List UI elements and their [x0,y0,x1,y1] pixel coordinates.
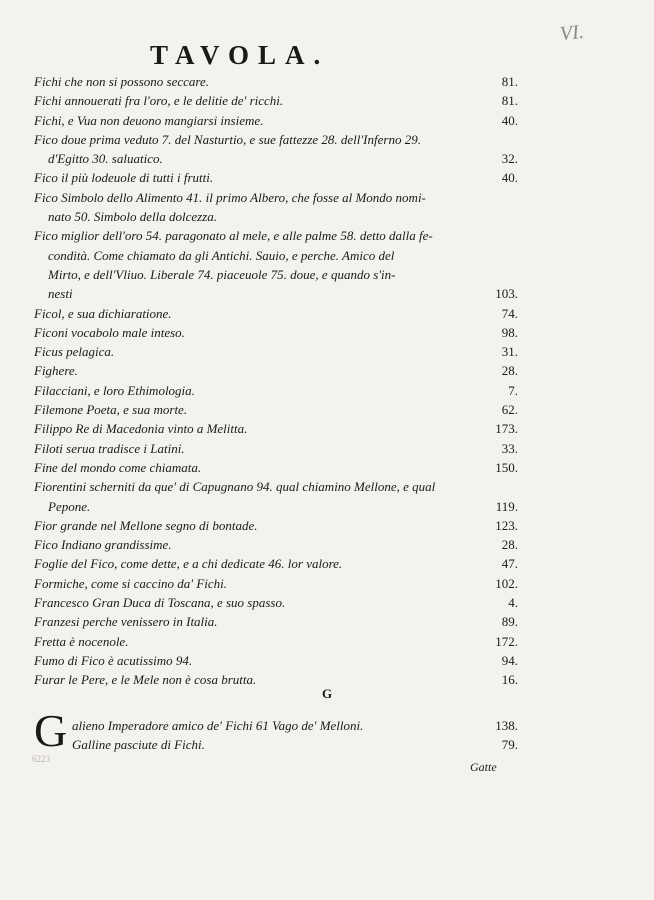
entry-page-number: 119. [495,498,518,514]
entry-text: nato 50. Simbolo della dolcezza. [48,209,217,225]
entry-text: Fighere. [34,363,78,379]
index-entry [34,342,518,361]
entry-page-number: 31. [501,344,518,360]
entry-page-number: 98. [501,324,518,340]
entry-text: Fico miglior dell'oro 54. paragonato al mele, e alle palme 58. detto dalla fe- [34,228,433,244]
entry-page-number: 150. [495,459,518,475]
index-entry [72,735,518,754]
index-entry [34,149,518,168]
index-entry [34,265,518,284]
index-entry [34,72,518,91]
index-entry [34,439,518,458]
entry-text: Fiorentini scherniti da que' di Capugnano 94. qual chiamino Mellone, e qual [34,479,436,495]
entry-page-number: 102. [495,575,518,591]
entry-page-number: 81. [501,93,518,109]
corner-mark: VI. [558,20,586,46]
entry-page-number: 81. [501,74,518,89]
entry-text: Galline pasciute di Fichi. [72,737,205,753]
index-entry [34,612,518,631]
entry-text: Fretta è nocenole. [34,633,129,649]
entry-text: Foglie del Fico, come dette, e a chi dedicate 46. lor valore. [34,556,343,572]
entry-page-number: 28. [501,537,518,553]
entry-text: Ficus pelagica. [34,344,115,360]
entry-text: Fico Indiano grandissime. [34,537,172,553]
entry-text: Fichi che non si possono seccare. [34,74,209,89]
index-entry [34,593,518,612]
entry-text: Filemone Poeta, e sua morte. [34,402,188,418]
entry-text: Fine del mondo come chiamata. [34,459,202,475]
entry-text: Filacciani, e loro Ethimologia. [34,382,195,398]
entry-text: alieno Imperadore amico de' Fichi 61 Vago de' Melloni. [72,718,364,733]
entry-text: Fumo di Fico è acutissimo 94. [34,652,193,668]
index-entry [34,400,518,419]
index-entries [34,72,518,690]
index-entry [34,535,518,554]
index-entry [34,574,518,593]
index-entry [34,516,518,535]
g-entries [72,716,518,755]
entry-page-number: 173. [495,421,518,437]
entry-page-number: 74. [501,305,518,321]
entry-text: Fico Simbolo dello Alimento 41. il primo Albero, che fosse al Mondo nomi- [34,189,426,205]
index-entry [34,323,518,342]
entry-text: Franzesi perche venissero in Italia. [34,614,218,630]
entry-page-number: 7. [508,382,518,398]
index-entry [34,651,518,670]
entry-text: Ficoni vocabolo male inteso. [34,324,185,340]
entry-page-number: 28. [501,363,518,379]
entry-page-number: 33. [501,440,518,456]
entry-page-number: 47. [501,556,518,572]
index-entry [34,207,518,226]
index-entry [34,554,518,573]
index-entry [34,188,518,207]
entry-page-number: 40. [501,170,518,186]
entry-text: Ficol, e sua dichiaratione. [34,305,172,321]
entry-page-number: 103. [495,286,518,302]
index-entry [72,716,518,735]
index-entry [34,381,518,400]
index-entry [34,361,518,380]
index-entry [34,419,518,438]
section-letter: G [321,686,333,701]
entry-text: Formiche, come si caccino da' Fichi. [34,575,228,591]
entry-text: Filoti serua tradisce i Latini. [34,440,185,456]
entry-text: Fico doue prima veduto 7. del Nasturtio, e sue fattezze 28. dell'Inferno 29. [34,131,421,147]
entry-text: nesti [48,286,73,302]
entry-text: Filippo Re di Macedonia vinto a Melitta. [34,421,248,437]
entry-text: d'Egitto 30. saluatico. [48,151,163,167]
index-entry [34,168,518,187]
entry-text: Fior grande nel Mellone segno di bontade. [34,517,258,533]
index-entry [34,477,518,496]
index-entry [34,632,518,651]
entry-text: Francesco Gran Duca di Toscana, e suo spasso. [34,595,286,611]
entry-text: Fichi, e Vua non deuono mangiarsi insieme. [34,112,264,128]
entry-text: Mirto, e dell'Vliuo. Liberale 74. piaceuole 75. doue, e quando s'in- [48,266,396,282]
faint-mark: 6223 [32,754,50,764]
entry-text: Pepone. [48,498,91,514]
entry-page-number: 138. [495,718,518,733]
catchword: Gatte [470,760,497,774]
drop-cap: G [34,705,68,756]
index-entry [34,458,518,477]
entry-page-number: 62. [501,402,518,418]
index-entry [34,226,518,245]
index-entry [34,111,518,130]
index-entry [34,91,518,110]
entry-page-number: 40. [501,112,518,128]
entry-page-number: 16. [501,672,518,688]
index-entry [34,284,518,303]
entry-page-number: 89. [501,614,518,630]
page-title: TAVOLA. [150,40,330,70]
entry-page-number: 123. [495,517,518,533]
entry-text: Furar le Pere, e le Mele non è cosa brutta. [34,672,257,688]
entry-page-number: 4. [508,595,518,611]
entry-text: Fichi annouerati fra l'oro, e le delitie de' ricchi. [34,93,284,109]
entry-page-number: 32. [501,151,518,167]
index-entry [34,246,518,265]
index-entry [34,497,518,516]
entry-text: condità. Come chiamato da gli Antichi. Sauio, e perche. Amico del [48,247,395,263]
index-entry [34,130,518,149]
entry-page-number: 94. [501,652,518,668]
entry-page-number: 79. [501,737,518,753]
index-entry [34,304,518,323]
entry-text: Fico il più lodeuole di tutti i frutti. [34,170,214,186]
entry-page-number: 172. [495,633,518,649]
